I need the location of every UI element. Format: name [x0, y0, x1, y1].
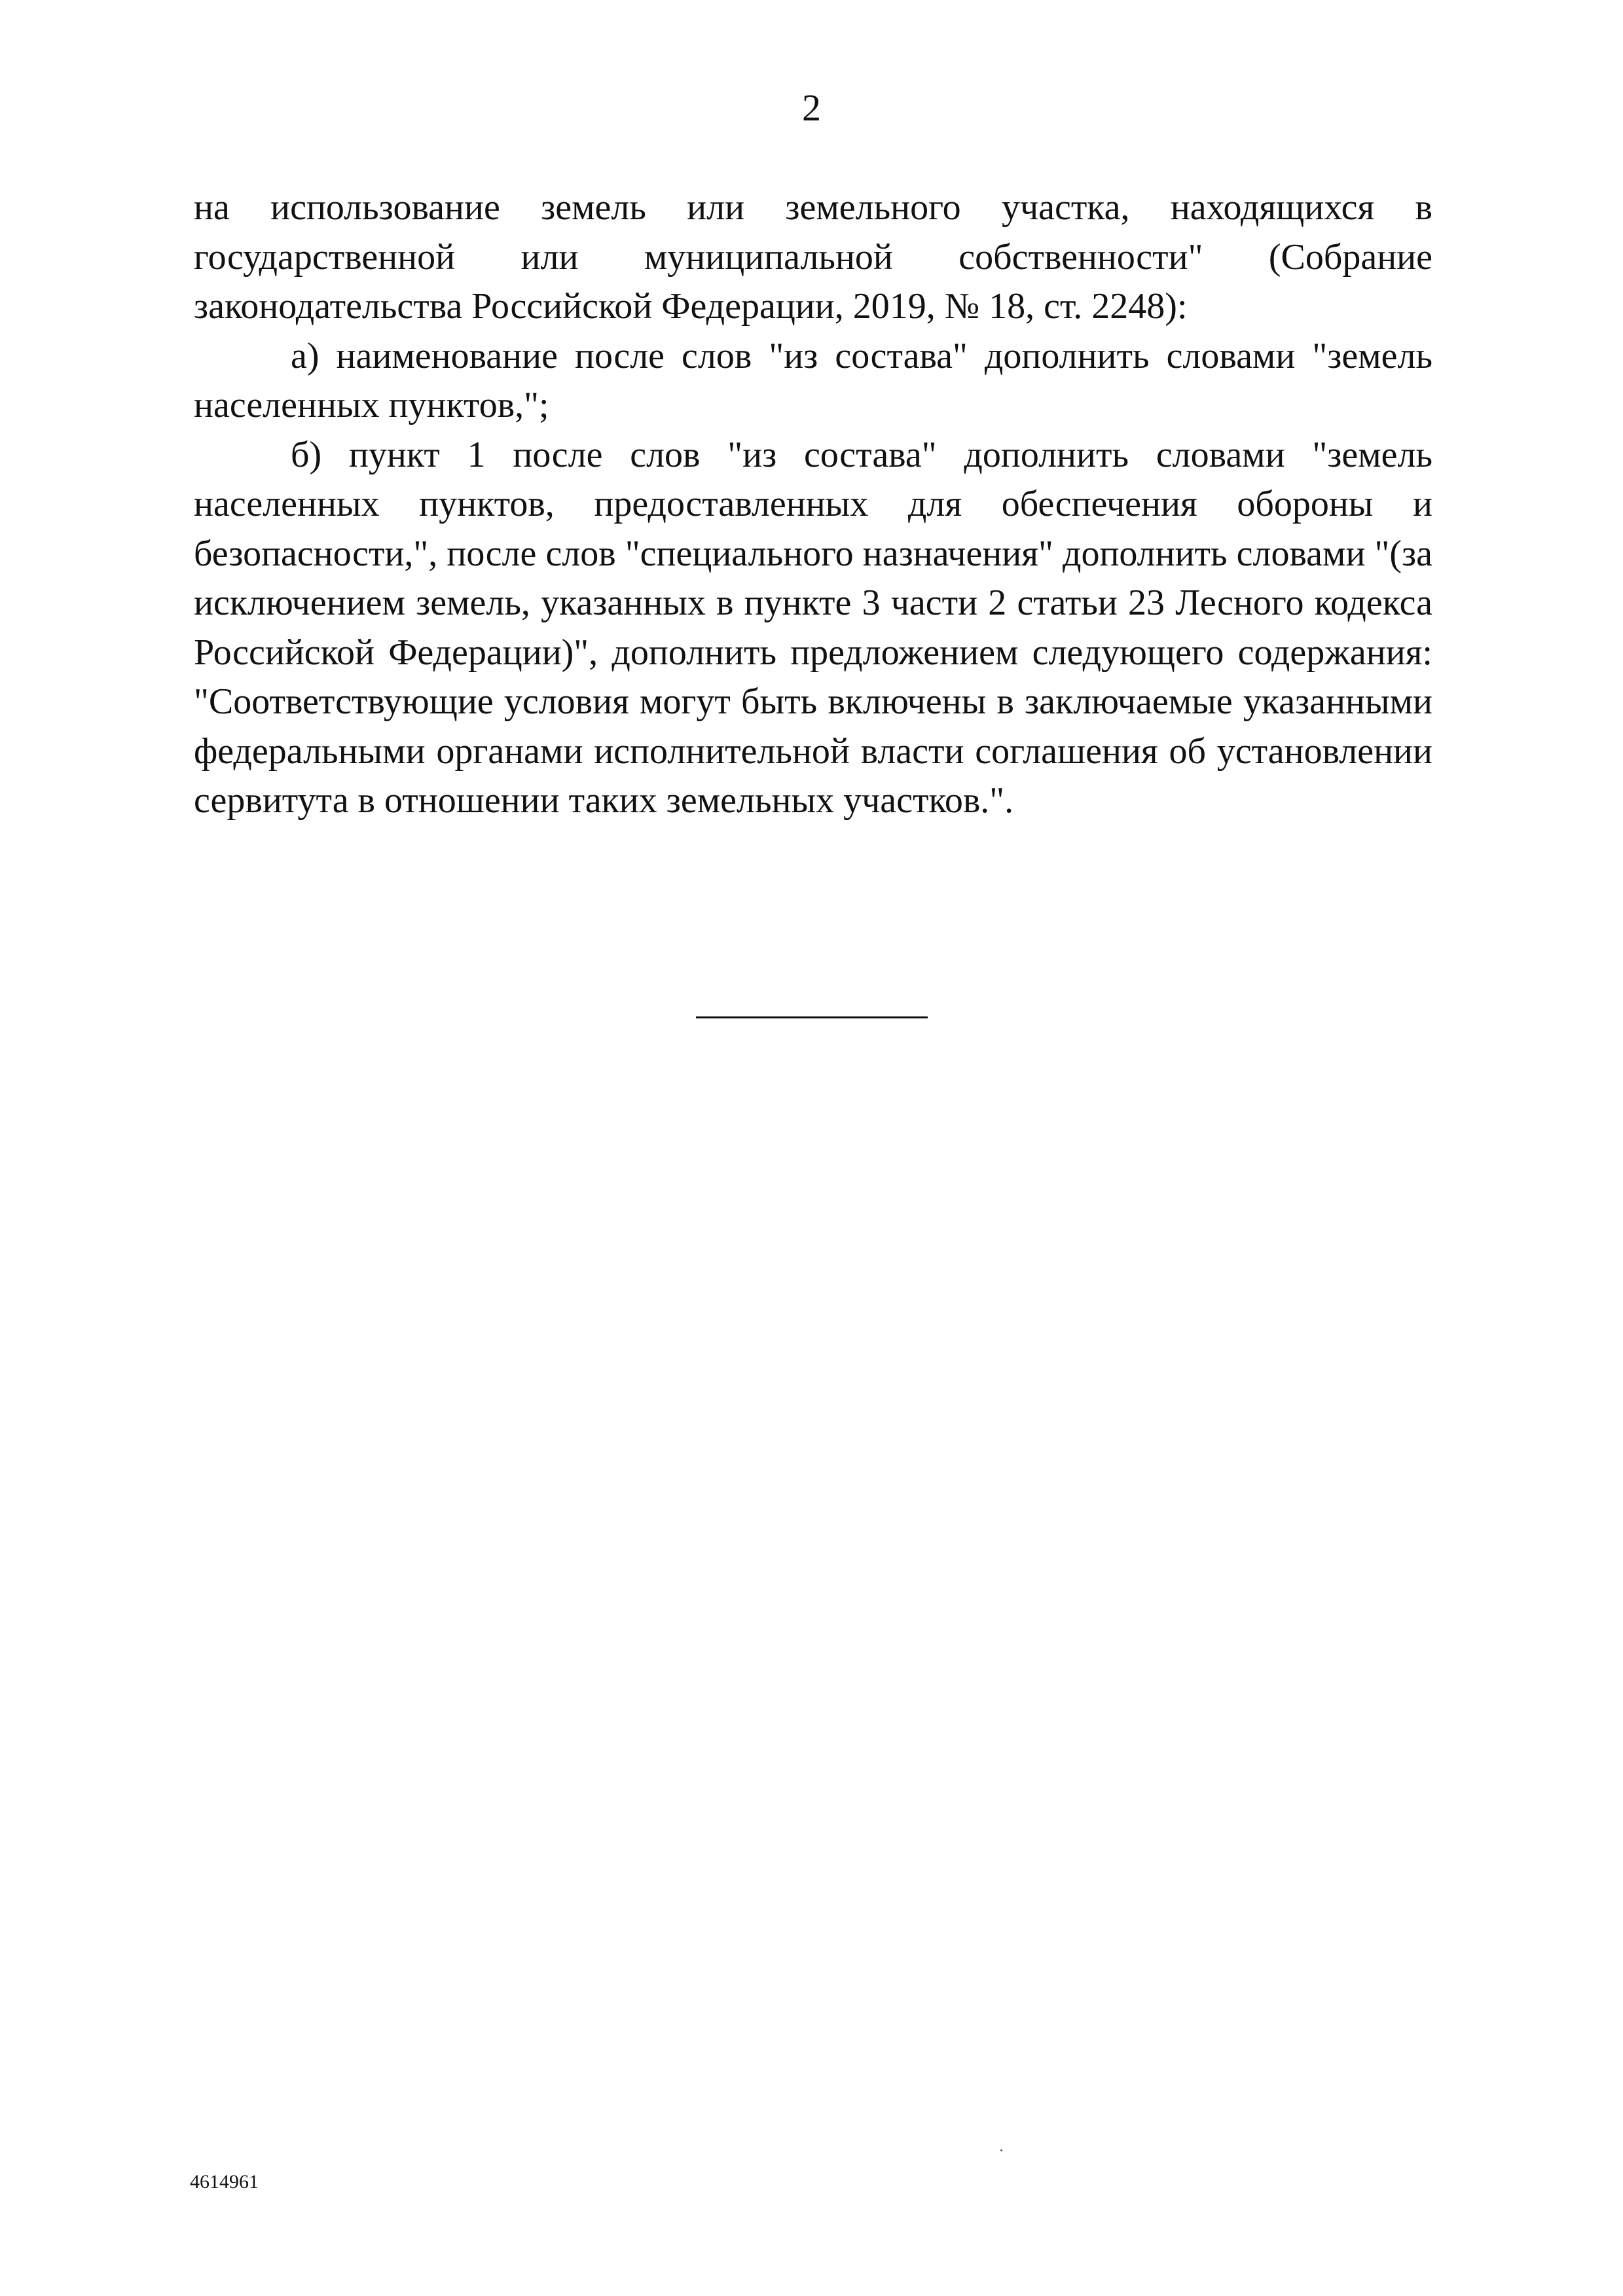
- paragraph-item-a: а) наименование после слов "из состава" дополнить словами "земель населенных пунктов,";: [194, 335, 1432, 425]
- document-body: [194, 183, 1432, 826]
- paragraph-continuation: на использование земель или земельного участка, находящихся в государственной или муниципальной собственности" (Собрание законодательства Российской Федерации, 2019, № 18, ст. 2248):: [194, 187, 1432, 327]
- paragraph-item-b: б) пункт 1 после слов "из состава" дополнить словами "земель населенных пунктов, предоставленных для обеспечения обороны и безопасности,", после слов "специального назначения" дополнить словами "(за исключением земель, указанных в пункте 3 части 2 статьи 23 Лесного кодекса Российской Федерации)", дополнить предложением следующего содержания: "Соответствующие условия могут быть включены в заключаемые указанными федеральными органами исполнительной власти соглашения об установлении сервитута в отношении таких земельных участков.".: [194, 434, 1432, 821]
- end-separator-line: [696, 1016, 928, 1018]
- document-code: 4614961: [190, 2171, 259, 2193]
- scan-speck: [1000, 2149, 1002, 2151]
- page-number: 2: [802, 86, 821, 129]
